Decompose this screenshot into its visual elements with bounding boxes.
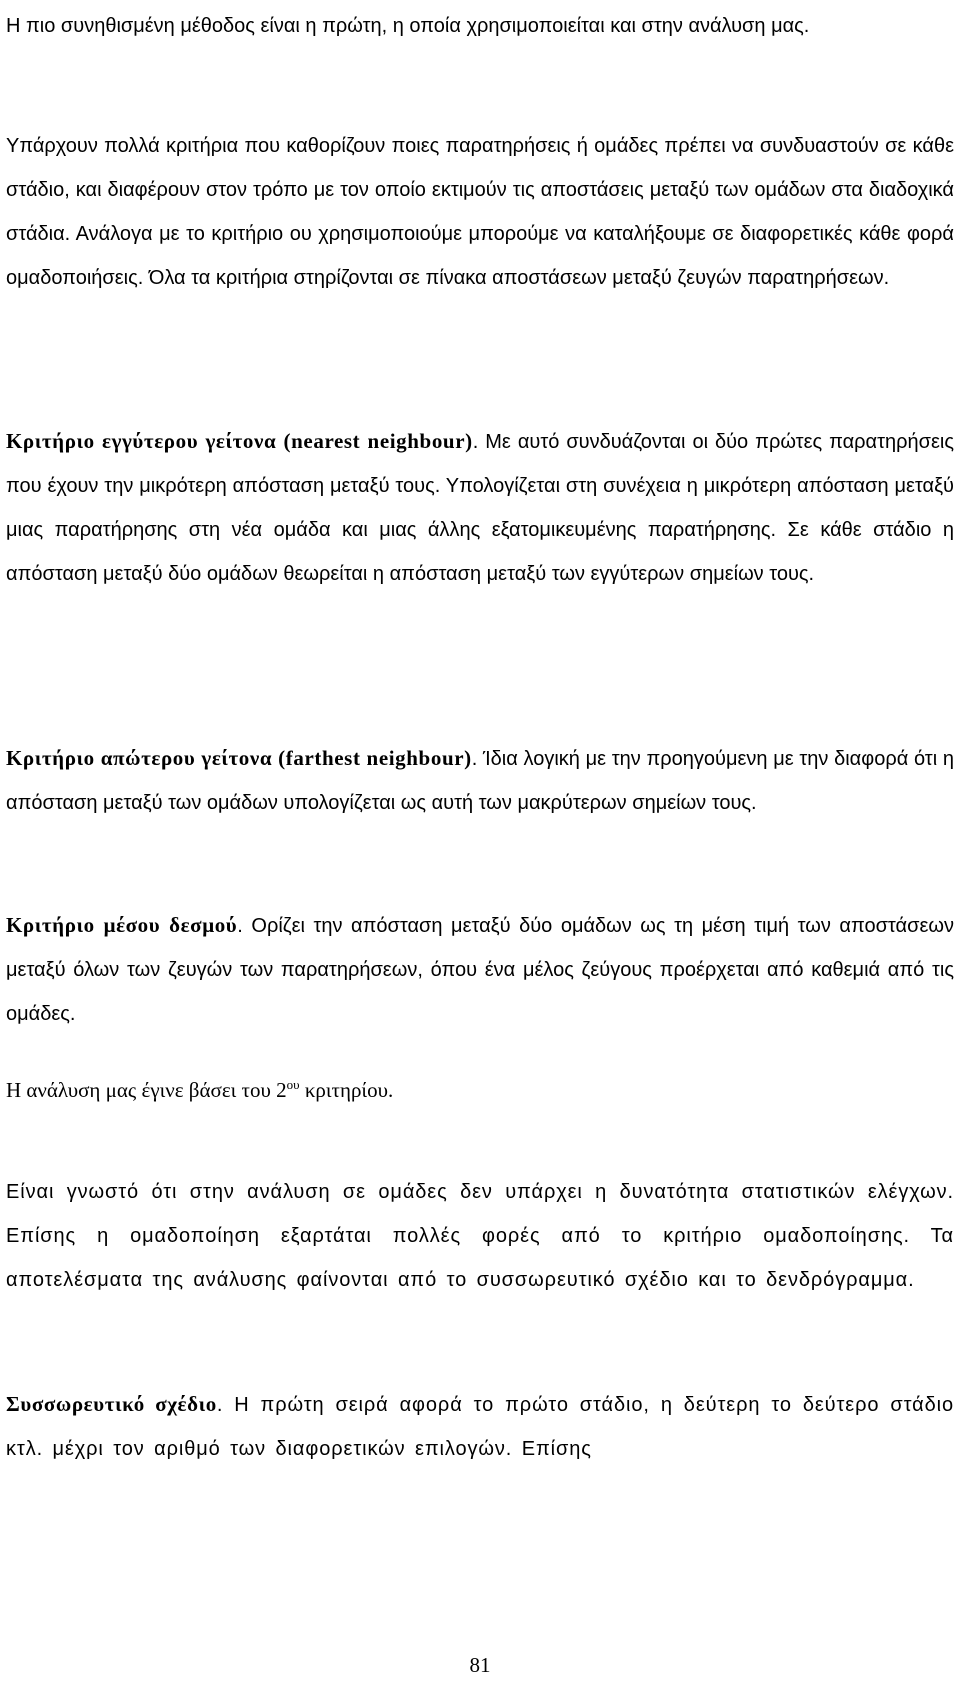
paragraph-average-linkage: [6, 903, 954, 1036]
paragraph-statistical-tests: Είναι γνωστό ότι στην ανάλυση σε ομάδες δεν υπάρχει η δυνατότητα στατιστικών ελέγχων. Επίσης η ομαδοποίηση εξαρτάται πολλές φορές από το κριτήριο ομαδοποίησης. Τα αποτελέσματα της ανάλυσης φαίνονται από το συσσωρευτικό σχέδιο και το δενδρόγραμμα.: [6, 1181, 954, 1291]
body-agglomeration-schedule: . Η πρώτη σειρά αφορά το πρώτο στάδιο, η δεύτερη το δεύτερο στάδιο κτλ. μέχρι τον αριθμό των διαφορετικών επιλογών. Επίσης: [6, 1394, 954, 1460]
paragraph-nearest-neighbour: [6, 419, 954, 596]
paragraph-intro: Η πιο συνηθισμένη μέθοδος είναι η πρώτη, η οποία χρησιμοποιείται και στην ανάλυση μας.: [6, 15, 810, 37]
ordinal-superscript: ου: [286, 1077, 300, 1092]
heading-agglomeration-schedule: Συσσωρευτικό σχέδιο: [6, 1392, 217, 1416]
paragraph-farthest-neighbour: [6, 736, 954, 825]
heading-farthest-neighbour: Κριτήριο απώτερου γείτονα (farthest neighbour): [6, 746, 472, 770]
criterion-choice-text: Η ανάλυση μας έγινε βάσει του $2^{o\upsilon}$ κριτηρίου.: [6, 1077, 394, 1102]
heading-nearest-neighbour: Κριτήριο εγγύτερου γείτονα (nearest neighbour): [6, 429, 473, 453]
paragraph-criterion-choice: [6, 1068, 954, 1113]
heading-average-linkage: Κριτήριο μέσου δεσμού: [6, 913, 238, 937]
body-nearest-neighbour: . Με αυτό συνδυάζονται οι δύο πρώτες παρατηρήσεις που έχουν την μικρότερη απόσταση μεταξύ τους. Υπολογίζεται στη συνέχεια η μικρότερη απόσταση μεταξύ μιας παρατήρησης στη νέα ομάδα και μιας άλλης εξατομικευμένης παρατήρησης. Σε κάθε στάδιο η απόσταση μεταξύ δύο ομάδων θεωρείται η απόσταση μεταξύ των εγγύτερων σημείων τους.: [6, 431, 954, 585]
page-number: 81: [469, 1653, 491, 1677]
paragraph-criteria: Υπάρχουν πολλά κριτήρια που καθορίζουν ποιες παρατηρήσεις ή ομάδες πρέπει να συνδυαστούν σε κάθε στάδιο, και διαφέρουν στον τρόπο με τον οποίο εκτιμούν τις αποστάσεις μεταξύ των ομάδων στα διαδοχικά στάδια. Ανάλογα με το κριτήριο ου χρησιμοποιούμε μπορούμε να καταλήξουμε σε διαφορετικές κάθε φορά ομαδοποιήσεις. Όλα τα κριτήρια στηρίζονται σε πίνακα αποστάσεων μεταξύ ζευγών παρατηρήσεων.: [6, 135, 954, 289]
body-average-linkage: . Ορίζει την απόσταση μεταξύ δύο ομάδων ως τη μέση τιμή των αποστάσεων μεταξύ όλων των ζευγών των παρατηρήσεων, όπου ένα μέλος ζεύγους προέρχεται από καθεμιά από τις ομάδες.: [6, 915, 954, 1025]
body-farthest-neighbour: . Ίδια λογική με την προηγούμενη με την διαφορά ότι η απόσταση μεταξύ των ομάδων υπολογίζεται ως αυτή των μακρύτερων σημείων τους.: [6, 748, 954, 814]
paragraph-agglomeration-schedule: [6, 1382, 954, 1471]
